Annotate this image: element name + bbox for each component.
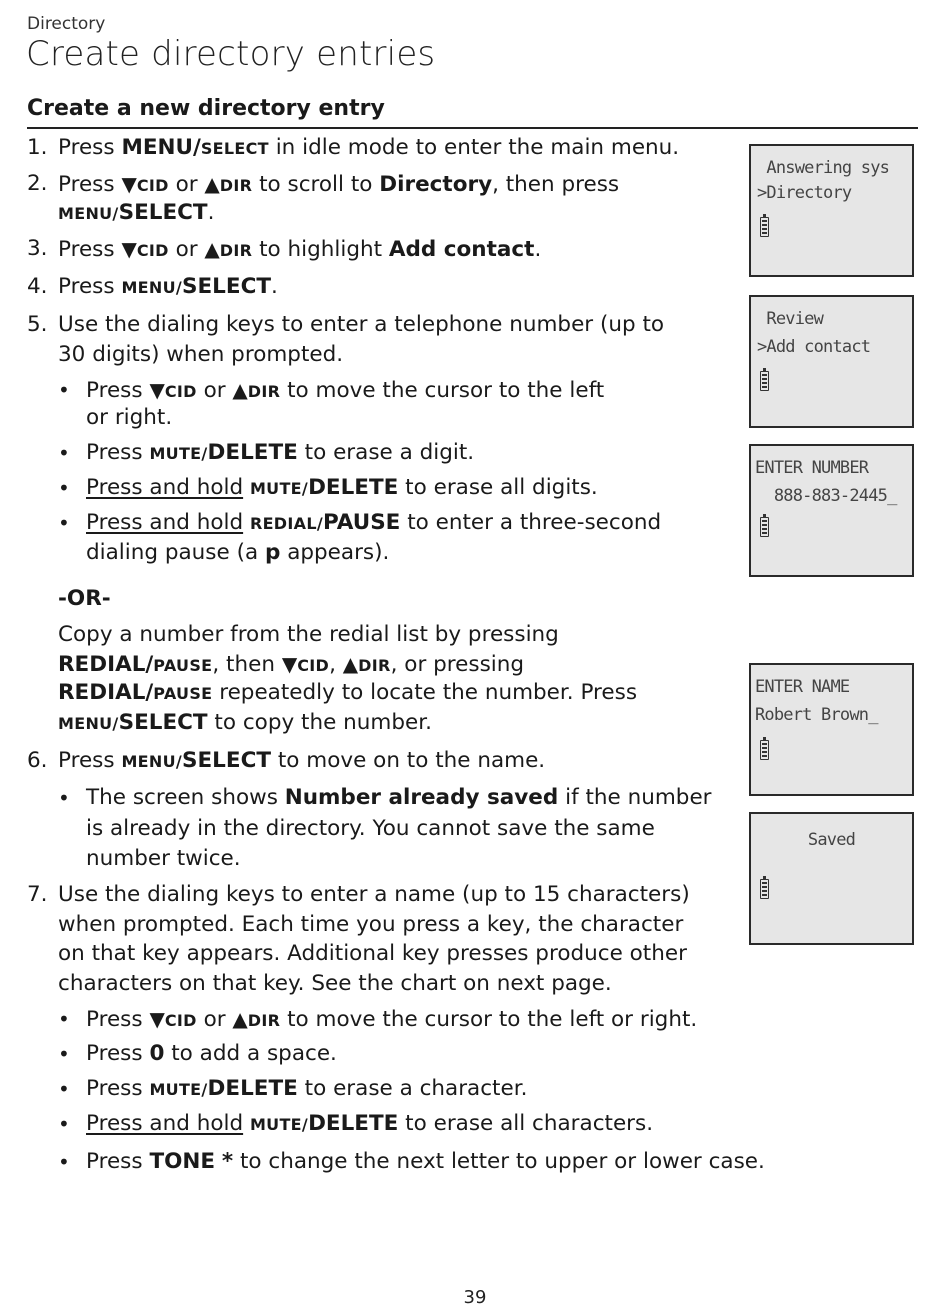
star-key-icon: * <box>221 1149 234 1174</box>
step-5-text: Use the dialing keys to enter a telephone number (up to <box>58 312 665 337</box>
battery-icon <box>760 217 769 237</box>
bullet: • <box>58 511 70 535</box>
step-2-text-cont: MENU/SELECT. <box>58 200 215 225</box>
step-5-bullet-4: Press and hold REDIAL/PAUSE to enter a three-second <box>86 510 662 535</box>
lcd-line-2: 888-883-2445_ <box>755 486 897 506</box>
step-7-text-cont: characters on that key. See the chart on next page. <box>58 971 612 996</box>
lcd-line-1: ENTER NUMBER <box>755 458 869 478</box>
lcd-screen-enter-name <box>749 663 914 796</box>
bullet: • <box>58 1150 70 1174</box>
copy-text-line-3: REDIAL/PAUSE repeatedly to locate the number. Press <box>58 680 638 705</box>
step-5-bullet-1: Press ▼CID or ▲DIR to move the cursor to the left <box>86 378 605 403</box>
page-number: 39 <box>463 1287 487 1308</box>
step-number: 2. <box>27 171 48 196</box>
lcd-line-1: Saved <box>807 830 856 850</box>
step-7-text: Use the dialing keys to enter a name (up to 15 characters) <box>58 882 690 907</box>
lcd-screen-add-contact <box>749 295 914 428</box>
battery-icon <box>760 879 769 899</box>
step-5-bullet-2: Press MUTE/DELETE to erase a digit. <box>86 440 475 465</box>
step-number: 4. <box>27 274 48 299</box>
bullet: • <box>58 1007 70 1031</box>
lcd-screen-enter-number <box>749 444 914 577</box>
lcd-line-2: >Directory <box>757 183 852 203</box>
step-5-text-cont: 30 digits) when prompted. <box>58 342 344 367</box>
bullet: • <box>58 1077 70 1101</box>
bullet: • <box>58 378 70 402</box>
battery-icon <box>760 740 769 760</box>
or-label: -OR- <box>58 586 111 611</box>
step-5-bullet-3: Press and hold MUTE/DELETE to erase all digits. <box>86 475 598 500</box>
battery-icon <box>760 517 769 537</box>
step-7-bullet-5: Press TONE * to change the next letter to upper or lower case. <box>86 1149 765 1174</box>
lcd-line-2: >Add contact <box>757 337 871 357</box>
lcd-line-1: Review <box>757 309 824 329</box>
step-7-text-cont: when prompted. Each time you press a key, the character <box>58 912 684 937</box>
copy-text-line-2: REDIAL/PAUSE, then ▼CID, ▲DIR, or pressing <box>58 652 525 677</box>
lcd-line-1: Answering sys <box>757 158 890 178</box>
step-5-bullet-4-cont: dialing pause (a p appears). <box>86 540 390 565</box>
bullet: • <box>58 1112 70 1136</box>
page-title: Create directory entries <box>26 34 436 74</box>
breadcrumb: Directory <box>27 14 106 34</box>
step-number: 6. <box>27 748 48 773</box>
step-7-text-cont: on that key appears. Additional key presses produce other <box>58 941 687 966</box>
lcd-screen-directory <box>749 144 914 277</box>
section-title: Create a new directory entry <box>27 96 385 121</box>
battery-icon <box>760 371 769 391</box>
step-7-bullet-3: Press MUTE/DELETE to erase a character. <box>86 1076 528 1101</box>
bullet: • <box>58 786 70 810</box>
step-number: 7. <box>27 882 48 907</box>
step-number: 1. <box>27 135 48 160</box>
step-7-bullet-1: Press ▼CID or ▲DIR to move the cursor to the left or right. <box>86 1007 698 1032</box>
step-6-text: Press MENU/SELECT to move on to the name. <box>58 748 546 773</box>
step-number: 3. <box>27 236 48 261</box>
bullet: • <box>58 441 70 465</box>
step-3-text: Press ▼CID or ▲DIR to highlight Add contact. <box>58 237 542 262</box>
step-number: 5. <box>27 312 48 337</box>
step-7-bullet-2: Press 0 to add a space. <box>86 1041 337 1066</box>
lcd-line-1: ENTER NAME <box>755 677 850 697</box>
section-divider <box>27 127 918 129</box>
step-6-bullet-1-cont: number twice. <box>86 846 241 871</box>
bullet: • <box>58 476 70 500</box>
step-4-text: Press MENU/SELECT. <box>58 274 278 299</box>
step-2-text: Press ▼CID or ▲DIR to scroll to Directory, then press <box>58 172 620 197</box>
step-5-bullet-1-cont: or right. <box>86 405 173 430</box>
step-6-bullet-1: The screen shows Number already saved if the number <box>86 785 712 810</box>
copy-text: Copy a number from the redial list by pressing <box>58 622 559 647</box>
step-6-bullet-1-cont: is already in the directory. You cannot save the same <box>86 816 655 841</box>
lcd-screen-saved <box>749 812 914 945</box>
lcd-line-2: Robert Brown_ <box>755 705 878 725</box>
bullet: • <box>58 1042 70 1066</box>
step-7-bullet-4: Press and hold MUTE/DELETE to erase all characters. <box>86 1111 654 1136</box>
copy-text-line-4: MENU/SELECT to copy the number. <box>58 710 432 735</box>
step-1-text: Press MENU/SELECT in idle mode to enter the main menu. <box>58 135 680 160</box>
